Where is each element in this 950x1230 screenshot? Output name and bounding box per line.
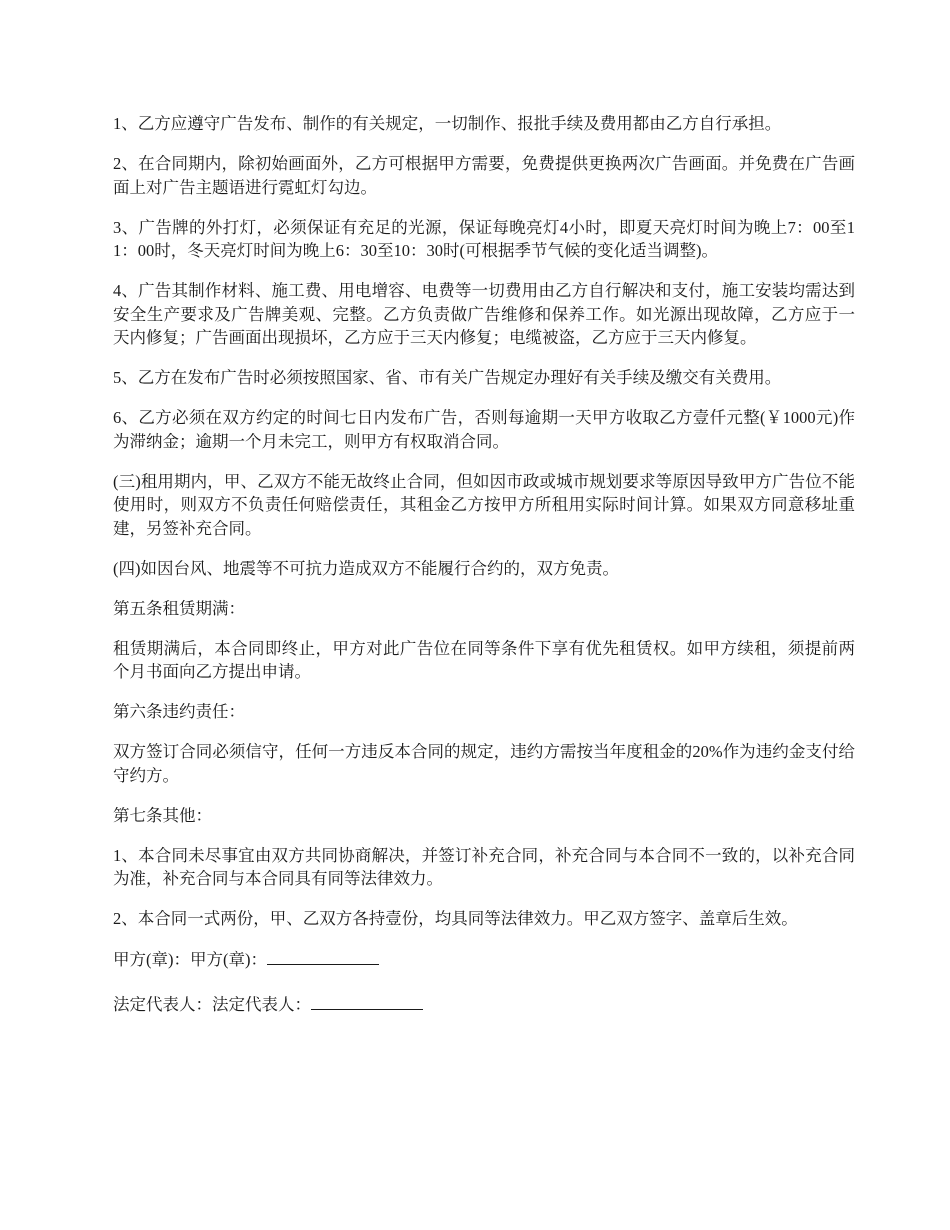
article-5-heading: 第五条租赁期满： [113, 598, 245, 618]
clause-2-picture-replacement: 2、在合同期内，除初始画面外，乙方可根据甲方需要，免费提供更换两次广告画面。并免费在广告画面上对广告主题语进行霓虹灯勾边。 [113, 154, 855, 197]
legal-rep-signature-blank [311, 992, 423, 1010]
party-a-signature-blank [267, 947, 379, 965]
clause-5-permits-fees: 5、乙方在发布广告时必须按照国家、省、市有关广告规定办理好有关手续及缴交有关费用。 [113, 368, 782, 387]
party-a-label: 甲方(章)：甲方(章)： [113, 950, 267, 969]
article-7-heading: 第七条其他： [113, 805, 212, 825]
clause-3-lighting-hours: 3、广告牌的外打灯，必须保证有充足的光源，保证每晚亮灯4小时，即夏天亮灯时间为晚上7：00至11：00时，冬天亮灯时间为晚上6：30至10：30时(可根据季节气候的变化适当调整)。 [113, 217, 855, 260]
section-3-termination: (三)租用期内，甲、乙双方不能无故终止合同，但如因市政或城市规划要求等原因导致甲方广告位不能使用时，则双方不负责任何赔偿责任，其租金乙方按甲方所租用实际时间计算。如果双方同意移址重建，另签补充合同。 [113, 471, 855, 538]
clause-4-costs-maintenance: 4、广告其制作材料、施工费、用电增容、电费等一切费用由乙方自行解决和支付，施工安装均需达到安全生产要求及广告牌美观、完整。乙方负责做广告维修和保养工作。如光源出现故障，乙方应于一天内修复；广告画面出现损坏，乙方应于三天内修复；电缆被盗，乙方应于三天内修复。 [113, 281, 855, 347]
legal-rep-label: 法定代表人：法定代表人： [113, 994, 311, 1014]
section-4-force-majeure: (四)如因台风、地震等不可抗力造成双方不能履行合约的，双方免责。 [113, 558, 619, 578]
clause-6-late-penalty: 6、乙方必须在双方约定的时间七日内发布广告，否则每逾期一天甲方收取乙方壹仟元整(￥1000元)作为滞纳金；逾期一个月未完工，则甲方有权取消合同。 [113, 408, 855, 451]
article-6-body: 双方签订合同必须信守，任何一方违反本合同的规定，违约方需按当年度租金的20%作为违约金支付给守约方。 [113, 742, 855, 785]
article-7-clause-1: 1、本合同未尽事宜由双方共同协商解决，并签订补充合同，补充合同与本合同不一致的，以补充合同为准，补充合同与本合同具有同等法律效力。 [113, 845, 855, 888]
article-6-heading: 第六条违约责任： [113, 702, 245, 721]
legal-rep-signature-line [113, 992, 855, 1017]
article-7-clause-2: 2、本合同一式两份，甲、乙双方各持壹份，均具同等法律效力。甲乙双方签字、盖章后生效。 [113, 909, 798, 928]
contract-document [113, 112, 855, 1036]
party-a-signature-line [113, 947, 855, 972]
article-5-body: 租赁期满后，本合同即终止，甲方对此广告位在同等条件下享有优先租赁权。如甲方续租，须提前两个月书面向乙方提出申请。 [113, 638, 855, 681]
clause-1-production-rules: 1、乙方应遵守广告发布、制作的有关规定，一切制作、报批手续及费用都由乙方自行承担。 [113, 114, 782, 133]
